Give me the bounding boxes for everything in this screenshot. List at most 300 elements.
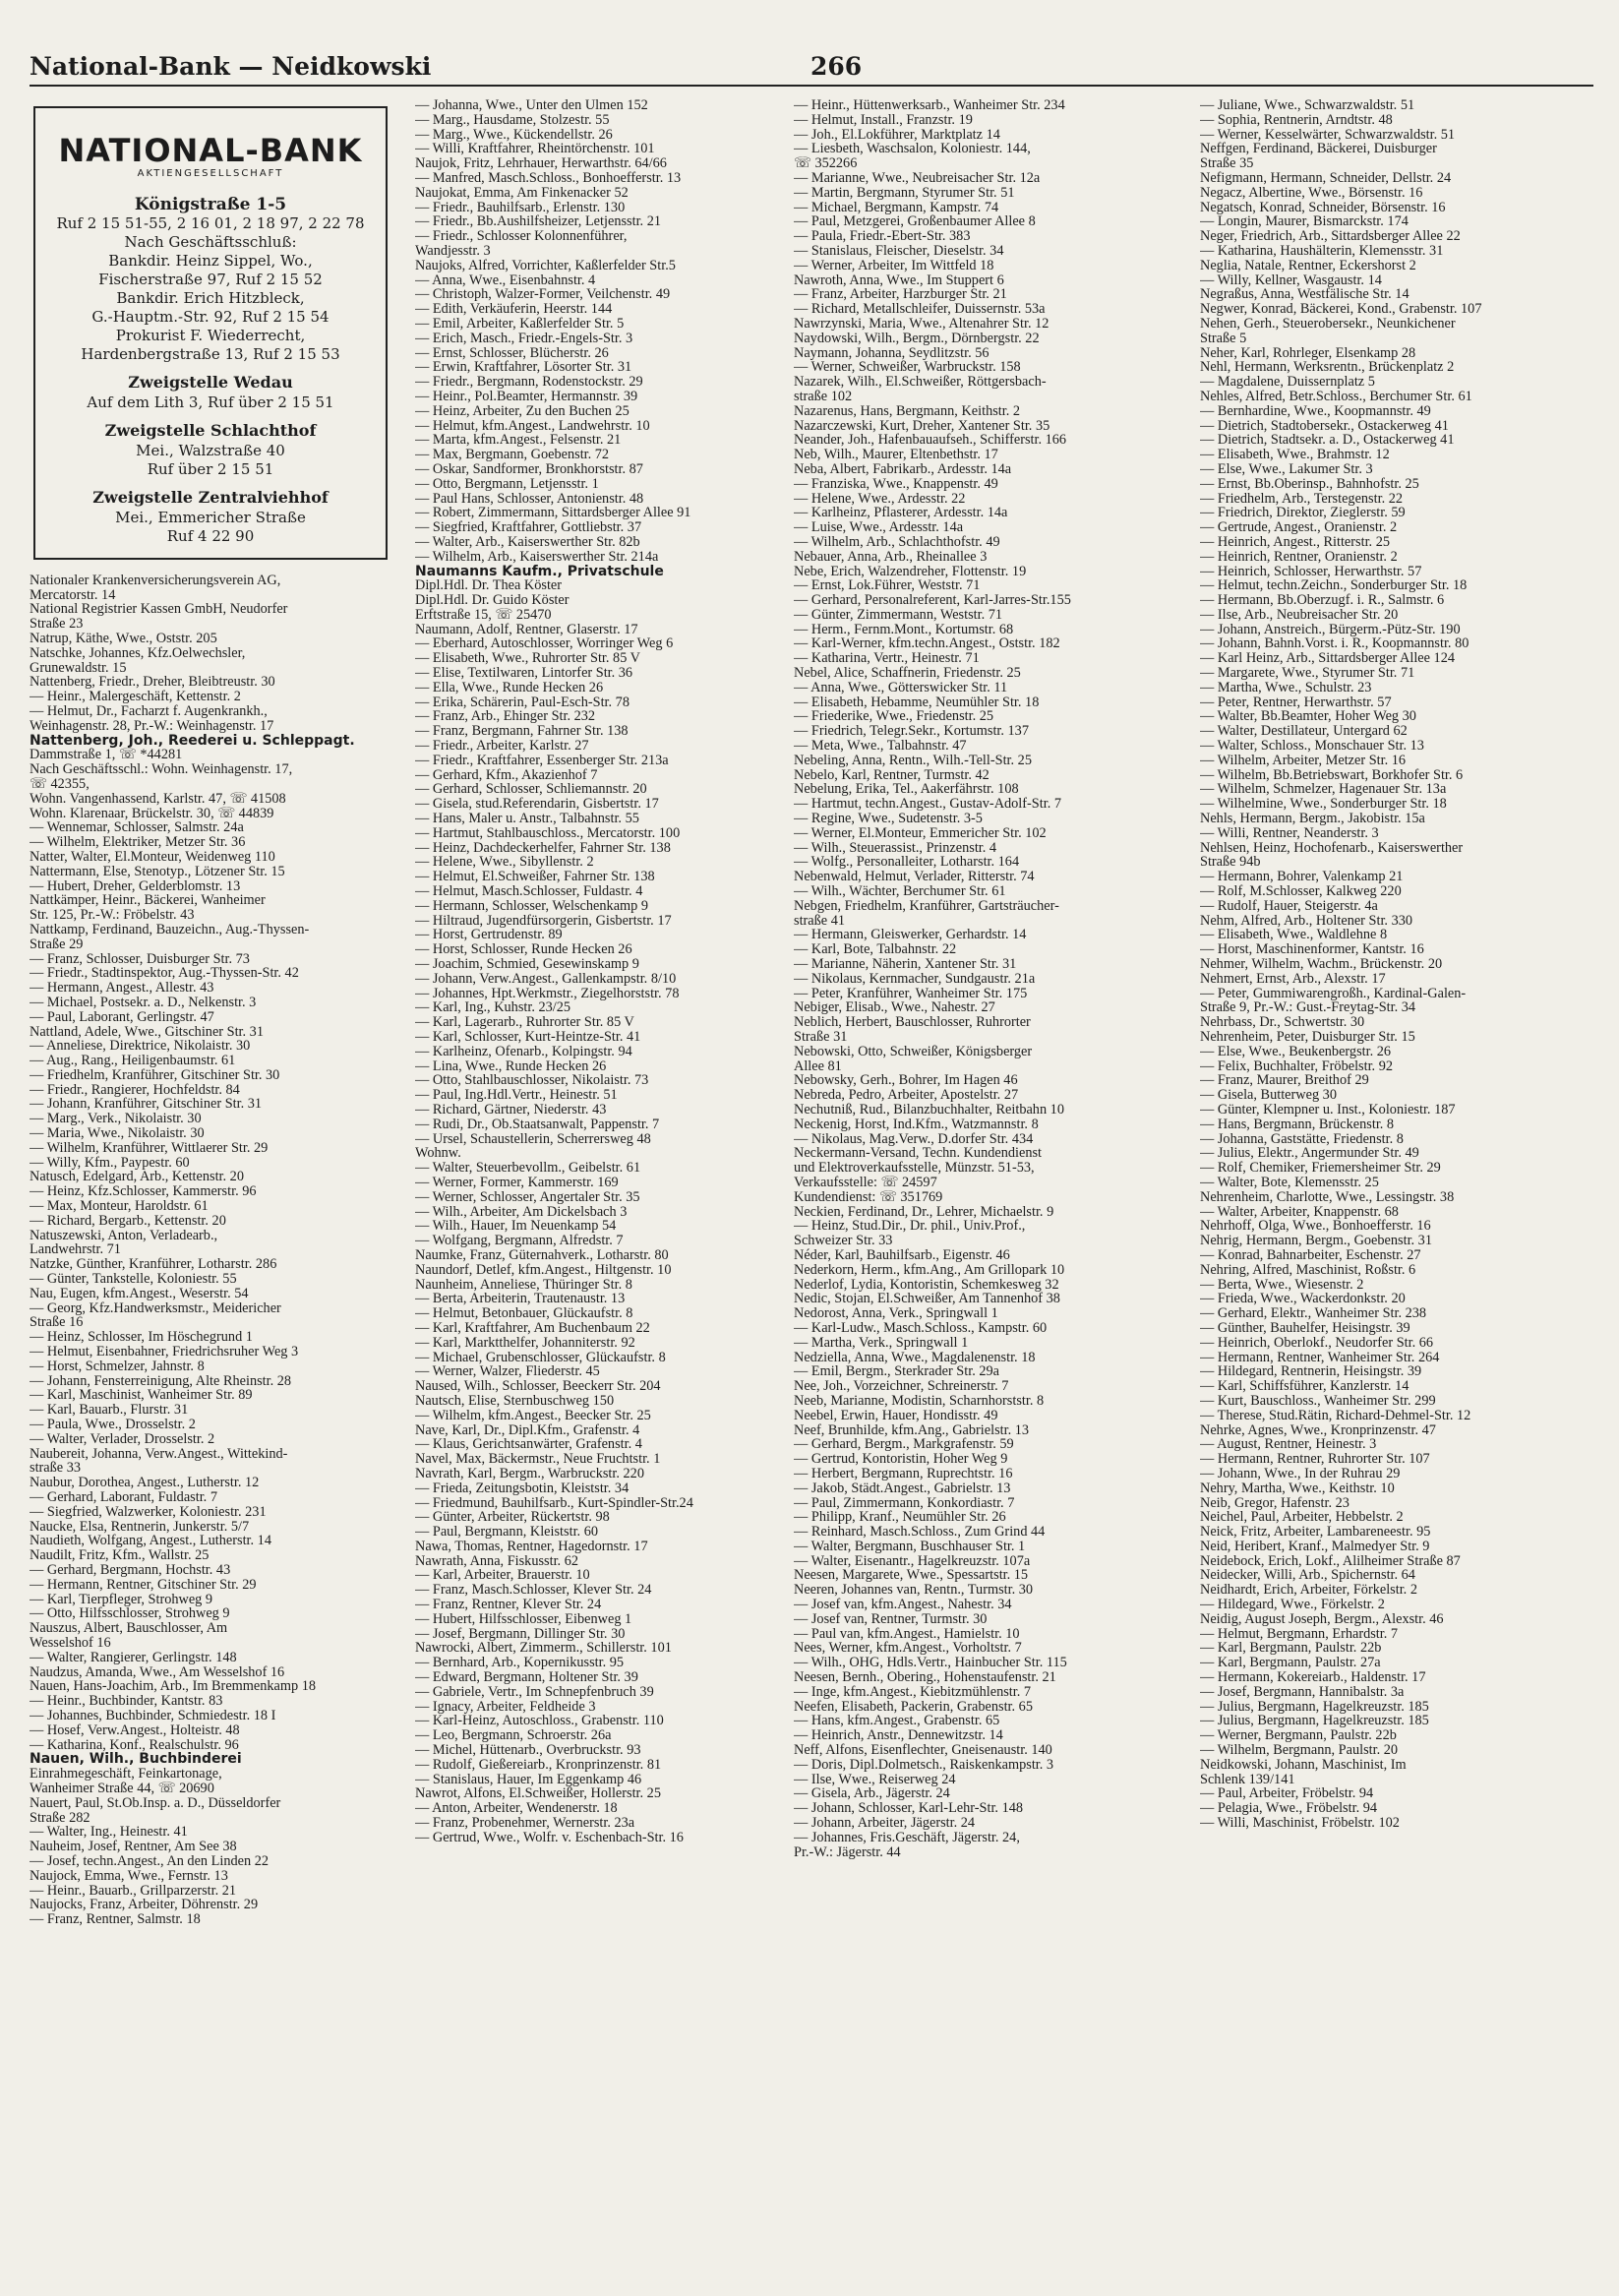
- directory-entry: — Ignacy, Arbeiter, Feldheide 3: [415, 1699, 596, 1715]
- directory-entry: — Else, Wwe., Beukenbergstr. 26: [1200, 1044, 1392, 1059]
- directory-entry: Nehmert, Ernst, Arb., Alexstr. 17: [1200, 971, 1386, 987]
- directory-entry: Neebel, Erwin, Hauer, Hondisstr. 49: [794, 1408, 998, 1423]
- directory-entry: Naudieth, Wolfgang, Angest., Lutherstr. 14: [30, 1534, 271, 1549]
- directory-entry: straße 102: [794, 389, 853, 404]
- directory-entry: — Heinr., Bauarb., Grillparzerstr. 21: [30, 1883, 237, 1899]
- directory-entry: — Gerhard, Elektr., Wanheimer Str. 238: [1200, 1306, 1427, 1321]
- directory-entry: — Willi, Maschinist, Fröbelstr. 102: [1200, 1816, 1400, 1831]
- directory-entry: Nazarek, Wilh., El.Schweißer, Röttgersbach-: [794, 375, 1047, 390]
- directory-entry: — Helmut, El.Schweißer, Fahrner Str. 138: [415, 870, 655, 885]
- directory-entry: — Elisabeth, Hebamme, Neumühler Str. 18: [794, 695, 1040, 710]
- directory-entry: Nebowsky, Gerh., Bohrer, Im Hagen 46: [794, 1073, 1018, 1089]
- ad-branch-2-phone: Ruf über 2 15 51: [147, 459, 274, 478]
- directory-entry: Nehrenheim, Charlotte, Wwe., Lessingstr. 38: [1200, 1189, 1455, 1205]
- directory-entry: Neidebock, Erich, Lokf., Alilheimer Straße 87: [1200, 1553, 1461, 1569]
- directory-entry: — Konrad, Bahnarbeiter, Eschenstr. 27: [1200, 1247, 1421, 1263]
- directory-entry: — Hans, Bergmann, Brückenstr. 8: [1200, 1117, 1395, 1132]
- directory-entry: — Richard, Gärtner, Niederstr. 43: [415, 1102, 607, 1118]
- directory-entry: Straße 29: [30, 937, 84, 952]
- directory-entry: — Franz, Masch.Schlosser, Klever Str. 24: [415, 1583, 652, 1599]
- directory-entry: Neckenig, Horst, Ind.Kfm., Watzmannstr. 8: [794, 1117, 1039, 1132]
- directory-entry: Nattenberg, Joh., Reederei u. Schleppagt.: [30, 733, 355, 749]
- directory-entry: — Josef van, kfm.Angest., Nahestr. 34: [794, 1598, 1012, 1612]
- directory-entry: — Franz, Rentner, Salmstr. 18: [30, 1912, 201, 1927]
- directory-entry: — Berta, Wwe., Wiesenstr. 2: [1200, 1277, 1364, 1293]
- directory-entry: — Paula, Friedr.-Ebert-Str. 383: [794, 229, 971, 244]
- directory-entry: Neff, Alfons, Eisenflechter, Gneisenaustr. 140: [794, 1743, 1052, 1758]
- directory-entry: — Gisela, stud.Referendarin, Gisbertstr. 17: [415, 797, 659, 813]
- directory-entry: Nechutniß, Rud., Bilanzbuchhalter, Reitbahn 10: [794, 1102, 1064, 1118]
- directory-entry: — Marta, kfm.Angest., Felsenstr. 21: [415, 433, 622, 449]
- directory-entry: — Julius, Elektr., Angermunder Str. 49: [1200, 1146, 1419, 1162]
- directory-entry: — Hermann, Kokereiarb., Haldenstr. 17: [1200, 1670, 1426, 1685]
- directory-entry: Nehmer, Wilhelm, Wachm., Brückenstr. 20: [1200, 957, 1443, 972]
- directory-entry: — Josef, techn.Angest., An den Linden 22: [30, 1853, 270, 1869]
- directory-entry: — Lina, Wwe., Runde Hecken 26: [415, 1058, 607, 1074]
- directory-entry: — Helene, Wwe., Ardesstr. 22: [794, 491, 966, 507]
- directory-entry: Neckien, Ferdinand, Dr., Lehrer, Michaelstr. 9: [794, 1204, 1054, 1220]
- directory-entry: Nauen, Hans-Joachim, Arb., Im Bremmenkamp 18: [30, 1679, 317, 1695]
- directory-entry: — Hermann, Angest., Allestr. 43: [30, 981, 214, 996]
- directory-entry: — Wilhelmine, Wwe., Sonderburger Str. 18: [1200, 797, 1447, 813]
- directory-entry: — Werner, Former, Kammerstr. 169: [415, 1175, 619, 1190]
- directory-entry: — Jakob, Städt.Angest., Gabrielstr. 13: [794, 1480, 1011, 1496]
- directory-entry: — Hermann, Rentner, Wanheimer Str. 264: [1200, 1350, 1440, 1365]
- directory-entry: — Werner, Arbeiter, Im Wittfeld 18: [794, 258, 994, 273]
- directory-entry: — Frieda, Zeitungsbotin, Kleiststr. 34: [415, 1480, 630, 1496]
- national-bank-advertisement: [33, 106, 388, 560]
- directory-entry: Wanheimer Straße 44, ☏ 20690: [30, 1781, 214, 1796]
- directory-entry: — Walter, Arb., Kaiserswerther Str. 82b: [415, 534, 640, 550]
- directory-entry: — Walter, Bote, Klemensstr. 25: [1200, 1175, 1379, 1190]
- directory-entry: — Rudolf, Gießereiarb., Kronprinzenstr. 81: [415, 1757, 662, 1773]
- directory-entry: — Magdalene, Duissernplatz 5: [1200, 375, 1375, 390]
- directory-entry: — Wennemar, Schlosser, Salmstr. 24a: [30, 820, 244, 836]
- running-title: National-Bank — Neidkowski: [30, 52, 432, 81]
- directory-entry: Naundorf, Detlef, kfm.Angest., Hiltgenstr. 10: [415, 1262, 672, 1278]
- directory-entry: Naudilt, Fritz, Kfm., Wallstr. 25: [30, 1548, 210, 1563]
- directory-entry: — Stanislaus, Hauer, Im Eggenkamp 46: [415, 1772, 642, 1787]
- directory-entry: — Friedrich, Direktor, Zieglerstr. 59: [1200, 506, 1406, 521]
- directory-entry: Nautsch, Elise, Sternbuschweg 150: [415, 1393, 615, 1409]
- directory-entry: — Meta, Wwe., Talbahnstr. 47: [794, 739, 967, 754]
- directory-entry: — Marianne, Näherin, Xantener Str. 31: [794, 957, 1017, 972]
- directory-entry: Nehm, Alfred, Arb., Holtener Str. 330: [1200, 913, 1413, 929]
- directory-entry: — Erwin, Kraftfahrer, Lösorter Str. 31: [415, 360, 632, 376]
- directory-entry: — Josef, Bergmann, Hannibalstr. 3a: [1200, 1684, 1405, 1700]
- directory-entry: Neba, Albert, Fabrikarb., Ardesstr. 14a: [794, 461, 1012, 477]
- directory-entry: — Karl, Marktthelfer, Johanniterstr. 92: [415, 1335, 635, 1351]
- directory-entry: Nazarczewski, Kurt, Dreher, Xantener Str. 35: [794, 418, 1050, 434]
- directory-entry: — Wilhelm, Bb.Betriebswart, Borkhofer Str. 6: [1200, 767, 1464, 783]
- directory-entry: — Wilhelm, Arbeiter, Metzer Str. 16: [1200, 753, 1407, 768]
- directory-entry: — Franz, Probenehmer, Wernerstr. 23a: [415, 1816, 635, 1831]
- directory-entry: — Werner, Schlosser, Angertaler Str. 35: [415, 1189, 640, 1205]
- directory-entry: — Gertrude, Angest., Oranienstr. 2: [1200, 520, 1398, 535]
- directory-entry: Nebgen, Friedhelm, Kranführer, Gartsträucher-: [794, 898, 1059, 914]
- directory-entry: Nawrocki, Albert, Zimmerm., Schillerstr. 101: [415, 1641, 672, 1657]
- directory-entry: Negraßus, Anna, Westfälische Str. 14: [1200, 287, 1409, 303]
- directory-entry: — Hermann, Rentner, Gitschiner Str. 29: [30, 1577, 257, 1593]
- directory-entry: — Kurt, Bauschloss., Wanheimer Str. 299: [1200, 1393, 1436, 1409]
- directory-entry: — Gerhard, Laborant, Fuldastr. 7: [30, 1490, 217, 1505]
- directory-entry: — Ursel, Schaustellerin, Scherrersweg 48: [415, 1131, 651, 1147]
- directory-entry: Straße 35: [1200, 156, 1254, 171]
- directory-entry: — Heinz, Dachdeckerhelfer, Fahrner Str. 138: [415, 840, 671, 856]
- directory-entry: — Edith, Verkäuferin, Heerstr. 144: [415, 302, 613, 317]
- directory-entry: — Marg., Hausdame, Stolzestr. 55: [415, 112, 610, 128]
- directory-entry: — Rolf, M.Schlosser, Kalkweg 220: [1200, 884, 1402, 899]
- directory-entry: — Katharina, Haushälterin, Klemensstr. 31: [1200, 243, 1444, 259]
- directory-entry: — Johanna, Gaststätte, Friedenstr. 8: [1200, 1131, 1404, 1147]
- directory-entry: Natuszewski, Anton, Verladearb.,: [30, 1228, 218, 1243]
- directory-entry: — Paula, Wwe., Drosselstr. 2: [30, 1418, 196, 1432]
- directory-entry: Nebowski, Otto, Schweißer, Königsberger: [794, 1044, 1033, 1059]
- directory-entry: Neick, Fritz, Arbeiter, Lambareneestr. 95: [1200, 1525, 1431, 1540]
- directory-entry: — Wilhelm, Schmelzer, Hagenauer Str. 13a: [1200, 782, 1447, 798]
- directory-entry: — Michael, Bergmann, Kampstr. 74: [794, 200, 999, 215]
- directory-entry: Nebreda, Pedro, Arbeiter, Apostelstr. 27: [794, 1088, 1019, 1103]
- directory-entry: — Paul Hans, Schlosser, Antonienstr. 48: [415, 491, 644, 507]
- directory-entry: — Hermann, Rentner, Ruhrorter Str. 107: [1200, 1452, 1430, 1467]
- directory-entry: — Joh., El.Lokführer, Marktplatz 14: [794, 127, 1000, 143]
- directory-entry: Naujoks, Alfred, Vorrichter, Kaßlerfelder Str.5: [415, 258, 676, 273]
- directory-entry: — Wilhelm, Kranführer, Wittlaerer Str. 29: [30, 1140, 269, 1156]
- ad-branch-2-heading: Zweigstelle Schlachthof: [104, 420, 317, 440]
- directory-entry: Nattkamp, Ferdinand, Bauzeichn., Aug.-Thyssen-: [30, 922, 310, 937]
- directory-entry: — Heinrich, Schlosser, Herwarthstr. 57: [1200, 564, 1422, 579]
- directory-entry: Nauen, Wilh., Buchbinderei: [30, 1752, 242, 1768]
- directory-entry: — Hans, kfm.Angest., Grabenstr. 65: [794, 1714, 1000, 1729]
- directory-entry: — Marg., Wwe., Kückendellstr. 26: [415, 127, 613, 143]
- ad-prokurist: Prokurist F. Wiederrecht,: [115, 326, 306, 344]
- directory-entry: — Elisabeth, Wwe., Brahmstr. 12: [1200, 448, 1390, 462]
- directory-entry: — Frieda, Wwe., Wackerdonkstr. 20: [1200, 1292, 1406, 1307]
- directory-entry: — Hiltraud, Jugendfürsorgerin, Gisbertstr. 17: [415, 913, 672, 929]
- directory-entry: — Emil, Bergm., Sterkrader Str. 29a: [794, 1364, 999, 1380]
- directory-entry: — Margarete, Wwe., Styrumer Str. 71: [1200, 666, 1415, 681]
- directory-entry: — Werner, Bergmann, Paulstr. 22b: [1200, 1728, 1397, 1744]
- directory-entry: — Friedmund, Bauhilfsarb., Kurt-Spindler-Str.24: [415, 1495, 693, 1511]
- directory-entry: Nehrenheim, Peter, Duisburger Str. 15: [1200, 1030, 1415, 1045]
- ad-branch-1: Auf dem Lith 3, Ruf über 2 15 51: [87, 393, 334, 411]
- directory-entry: — Elise, Textilwaren, Lintorfer Str. 36: [415, 666, 633, 681]
- directory-entry: Neander, Joh., Hafenbauaufseh., Schifferstr. 166: [794, 433, 1067, 449]
- directory-entry: — Erich, Masch., Friedr.-Engels-Str. 3: [415, 331, 633, 346]
- directory-entry: Neib, Gregor, Hafenstr. 23: [1200, 1495, 1349, 1511]
- directory-entry: — Paul, Laborant, Gerlingstr. 47: [30, 1009, 214, 1025]
- directory-entry: — Hans, Maler u. Anstr., Talbahnstr. 55: [415, 812, 639, 826]
- directory-entry: — Franz, Rentner, Klever Str. 24: [415, 1598, 602, 1612]
- directory-entry: — Friedr., Schlosser Kolonnenführer,: [415, 229, 628, 244]
- ad-director-1: Bankdir. Heinz Sippel, Wo.,: [108, 251, 313, 270]
- directory-entry: Neidhardt, Erich, Arbeiter, Förkelstr. 2: [1200, 1583, 1417, 1599]
- directory-entry: — Heinrich, Rentner, Oranienstr. 2: [1200, 549, 1398, 565]
- directory-entry: ☏ 42355,: [30, 776, 90, 792]
- directory-entry: — Luise, Wwe., Ardesstr. 14a: [794, 520, 964, 535]
- directory-entry: Nedorost, Anna, Verk., Springwall 1: [794, 1306, 998, 1321]
- ad-branch-3-phone: Ruf 4 22 90: [166, 526, 255, 545]
- directory-entry: Neglia, Natale, Rentner, Eckershorst 2: [1200, 258, 1416, 273]
- directory-entry: — Helmut, Masch.Schlosser, Fuldastr. 4: [415, 884, 643, 899]
- directory-entry: — Werner, Kesselwärter, Schwarzwaldstr. 51: [1200, 127, 1456, 143]
- directory-entry: — Franz, Maurer, Breithof 29: [1200, 1073, 1369, 1089]
- directory-entry: Wohn. Klarenaar, Brückelstr. 30, ☏ 44839: [30, 806, 274, 821]
- directory-entry: — Johann, Anstreich., Bürgerm.-Pütz-Str. 190: [1200, 622, 1461, 637]
- directory-entry: Neef, Brunhilde, kfm.Ang., Gabrielstr. 13: [794, 1422, 1030, 1438]
- directory-entry: — Anneliese, Direktrice, Nikolaistr. 30: [30, 1039, 251, 1055]
- directory-entry: Straße 23: [30, 617, 84, 632]
- directory-entry: — Erika, Schärerin, Paul-Esch-Str. 78: [415, 695, 630, 710]
- directory-entry: Straße 16: [30, 1315, 84, 1331]
- directory-entry: — Walter, Bb.Beamter, Hoher Weg 30: [1200, 709, 1416, 725]
- directory-entry: — Berta, Arbeiterin, Trautenaustr. 13: [415, 1292, 626, 1307]
- directory-entry: — Inge, kfm.Angest., Kiebitzmühlenstr. 7: [794, 1684, 1032, 1700]
- directory-entry: — Gerhard, Kfm., Akazienhof 7: [415, 767, 598, 783]
- directory-entry: — Ernst, Lok.Führer, Weststr. 71: [794, 578, 981, 594]
- directory-entry: — August, Rentner, Heinestr. 3: [1200, 1437, 1377, 1453]
- directory-entry: — Gertrud, Wwe., Wolfr. v. Eschenbach-Str. 16: [415, 1830, 684, 1845]
- directory-entry: — Willi, Rentner, Neanderstr. 3: [1200, 825, 1379, 841]
- directory-entry: Nehen, Gerh., Steuerobersekr., Neunkichener: [1200, 316, 1456, 332]
- directory-entry: Nebenwald, Helmut, Verlader, Ritterstr. 74: [794, 870, 1035, 885]
- directory-entry: — Wolfgang, Bergmann, Alfredstr. 7: [415, 1234, 624, 1248]
- directory-entry: — Horst, Schmelzer, Jahnstr. 8: [30, 1359, 205, 1374]
- directory-entry: — Helene, Wwe., Sibyllenstr. 2: [415, 855, 594, 871]
- directory-entry: Nawa, Thomas, Rentner, Hagedornstr. 17: [415, 1539, 648, 1554]
- directory-entry: — Anton, Arbeiter, Wendenerstr. 18: [415, 1801, 618, 1817]
- directory-entry: — Hermann, Bohrer, Valenkamp 21: [1200, 870, 1404, 885]
- directory-entry: — Nikolaus, Mag.Verw., D.dorfer Str. 434: [794, 1131, 1034, 1147]
- directory-entry: Naubur, Dorothea, Angest., Lutherstr. 12: [30, 1476, 260, 1490]
- directory-entry: Naujocks, Franz, Arbeiter, Döhrenstr. 29: [30, 1898, 259, 1913]
- directory-entry: Nau, Eugen, kfm.Angest., Weserstr. 54: [30, 1286, 249, 1301]
- directory-entry: Naujok, Fritz, Lehrhauer, Herwarthstr. 64/66: [415, 156, 667, 171]
- directory-entry: — Günther, Bauhelfer, Heisingstr. 39: [1200, 1320, 1410, 1336]
- directory-entry: — Hildegard, Rentnerin, Heisingstr. 39: [1200, 1364, 1422, 1380]
- directory-entry: — Walter, Verlader, Drosselstr. 2: [30, 1431, 215, 1447]
- directory-entry: Nebelo, Karl, Rentner, Turmstr. 42: [794, 767, 989, 783]
- directory-entry: Nebelung, Erika, Tel., Aakerfährstr. 108: [794, 782, 1019, 798]
- directory-entry: Neeren, Johannes van, Rentn., Turmstr. 30: [794, 1583, 1034, 1599]
- directory-entry: Nehrke, Agnes, Wwe., Kronprinzenstr. 47: [1200, 1422, 1436, 1438]
- directory-entry: — Wolfg., Personalleiter, Lotharstr. 164: [794, 855, 1020, 871]
- directory-entry: Neb, Wilh., Maurer, Eltenbethstr. 17: [794, 448, 998, 462]
- directory-entry: — Herm., Fernm.Mont., Kortumstr. 68: [794, 622, 1014, 637]
- ad-director-2: Bankdir. Erich Hitzbleck,: [116, 288, 305, 307]
- directory-entry: — Michael, Postsekr. a. D., Nelkenstr. 3: [30, 995, 257, 1010]
- directory-entry: Nebel, Alice, Schaffnerin, Friedenstr. 25: [794, 666, 1021, 681]
- directory-entry: — Johann, Bahnh.Vorst. i. R., Koopmannstr. 80: [1200, 636, 1469, 652]
- column-2-entries: [415, 98, 789, 1845]
- directory-entry: Nehl, Hermann, Werksrentn., Brückenplatz 2: [1200, 360, 1455, 376]
- directory-entry: Nebauer, Anna, Arb., Rheinallee 3: [794, 549, 988, 565]
- directory-entry: Nebiger, Elisab., Wwe., Nahestr. 27: [794, 1000, 995, 1016]
- directory-entry: — Horst, Maschinenformer, Kantstr. 16: [1200, 942, 1424, 958]
- directory-entry: — Anna, Wwe., Eisenbahnstr. 4: [415, 272, 596, 288]
- directory-entry: Neidkowski, Johann, Maschinist, Im: [1200, 1757, 1407, 1773]
- directory-entry: Nebeling, Anna, Rentn., Wilh.-Tell-Str. 25: [794, 753, 1032, 768]
- directory-entry: Straße 282: [30, 1810, 90, 1826]
- directory-entry: Weinhagenstr. 28, Pr.-W.: Weinhagenstr. 17: [30, 718, 274, 734]
- directory-entry: — Karl, Maschinist, Wanheimer Str. 89: [30, 1388, 253, 1404]
- directory-entry: National Registrier Kassen GmbH, Neudorfer: [30, 602, 288, 618]
- directory-entry: — Michael, Grubenschlosser, Glückaufstr. 8: [415, 1350, 666, 1365]
- directory-entry: — Johann, Arbeiter, Jägerstr. 24: [794, 1816, 976, 1831]
- directory-entry: Nawrot, Alfons, El.Schweißer, Hollerstr. 25: [415, 1786, 661, 1802]
- directory-entry: — Ilse, Arb., Neubreisacher Str. 20: [1200, 607, 1399, 623]
- directory-entry: — Paul van, kfm.Angest., Hamielstr. 10: [794, 1626, 1020, 1642]
- directory-entry: — Karl, Ing., Kuhstr. 23/25: [415, 1000, 571, 1016]
- directory-entry: Nehrhoff, Olga, Wwe., Bonhoefferstr. 16: [1200, 1219, 1431, 1235]
- directory-entry: — Friederike, Wwe., Friedenstr. 25: [794, 709, 994, 725]
- directory-entry: — Walter, Destillateur, Untergard 62: [1200, 724, 1408, 740]
- directory-entry: — Wilhelm, kfm.Angest., Beecker Str. 25: [415, 1408, 651, 1423]
- directory-entry: Naucke, Elsa, Rentnerin, Junkerstr. 5/7: [30, 1519, 250, 1535]
- directory-entry: — Wilhelm, Arb., Kaiserswerther Str. 214a: [415, 549, 659, 565]
- directory-entry: — Klaus, Gerichtsanwärter, Grafenstr. 4: [415, 1437, 642, 1453]
- ad-subtitle: AKTIENGESELLSCHAFT: [137, 168, 284, 179]
- directory-entry: — Peter, Gummiwarengroßh., Kardinal-Galen-: [1200, 986, 1467, 1001]
- directory-entry: — Hubert, Hilfsschlosser, Eibenweg 1: [415, 1611, 632, 1627]
- directory-entry: — Gerhard, Bergmann, Hochstr. 43: [30, 1562, 231, 1578]
- directory-entry: ☏ 352266: [794, 156, 858, 171]
- directory-entry: Nattermann, Else, Stenotyp., Lötzener Str. 15: [30, 864, 285, 879]
- directory-entry: — Otto, Hilfsschlosser, Strohweg 9: [30, 1606, 230, 1622]
- directory-entry: — Joachim, Schmied, Gesewinskamp 9: [415, 957, 639, 972]
- directory-entry: — Hartmut, Stahlbauschloss., Mercatorstr. 100: [415, 825, 681, 841]
- directory-entry: — Hildegard, Wwe., Förkelstr. 2: [1200, 1598, 1385, 1612]
- directory-entry: — Karl, Bergmann, Paulstr. 22b: [1200, 1641, 1382, 1657]
- directory-entry: — Johann, Wwe., In der Ruhrau 29: [1200, 1466, 1401, 1481]
- directory-entry: — Willi, Kraftfahrer, Rheintörchenstr. 101: [415, 142, 655, 157]
- directory-entry: — Emil, Arbeiter, Kaßlerfelder Str. 5: [415, 316, 625, 332]
- directory-entry: Negacz, Albertine, Wwe., Börsenstr. 16: [1200, 185, 1423, 201]
- directory-entry: — Karl-Werner, kfm.techn.Angest., Oststr. 182: [794, 636, 1060, 652]
- directory-entry: — Helmut, Eisenbahner, Friedrichsruher Weg 3: [30, 1345, 299, 1359]
- directory-entry: — Wilh., Wächter, Berchumer Str. 61: [794, 884, 1006, 899]
- directory-entry: Neckermann-Versand, Techn. Kundendienst: [794, 1146, 1043, 1162]
- directory-entry: — Juliane, Wwe., Schwarzwaldstr. 51: [1200, 98, 1415, 113]
- directory-entry: Nederkorn, Herm., kfm.Ang., Am Grillopark 10: [794, 1262, 1065, 1278]
- directory-entry: — Liesbeth, Waschsalon, Koloniestr. 144,: [794, 142, 1031, 157]
- directory-entry: — Bernhardine, Wwe., Koopmannstr. 49: [1200, 403, 1431, 419]
- directory-entry: Nawrzynski, Maria, Wwe., Altenahrer Str. 12: [794, 316, 1049, 332]
- directory-entry: — Horst, Gertrudenstr. 89: [415, 928, 563, 943]
- directory-entry: — Gisela, Butterweg 30: [1200, 1088, 1337, 1103]
- directory-entry: Nawrath, Anna, Fiskusstr. 62: [415, 1553, 578, 1569]
- directory-entry: Neidig, August Joseph, Bergm., Alexstr. 46: [1200, 1611, 1444, 1627]
- directory-entry: Naudzus, Amanda, Wwe., Am Wesselshof 16: [30, 1664, 285, 1680]
- directory-entry: Nauert, Paul, St.Ob.Insp. a. D., Düsseldorfer: [30, 1795, 281, 1811]
- directory-entry: Nehrig, Hermann, Bergm., Goebenstr. 31: [1200, 1234, 1432, 1248]
- directory-entry: Straße 5: [1200, 331, 1247, 346]
- page-header: [30, 49, 1593, 87]
- directory-entry: — Otto, Stahlbauschlosser, Nikolaistr. 73: [415, 1073, 649, 1089]
- directory-entry: — Johann, Fensterreinigung, Alte Rheinstr. 28: [30, 1373, 292, 1389]
- directory-entry: straße 33: [30, 1461, 82, 1477]
- directory-entry: — Heinrich, Anstr., Dennewitzstr. 14: [794, 1728, 1003, 1744]
- directory-entry: — Walter, Schloss., Monschauer Str. 13: [1200, 739, 1424, 754]
- directory-entry: Nattland, Adele, Wwe., Gitschiner Str. 31: [30, 1024, 264, 1040]
- directory-entry: — Nikolaus, Kernmacher, Sundgaustr. 21a: [794, 971, 1036, 987]
- directory-entry: — Ella, Wwe., Runde Hecken 26: [415, 680, 604, 695]
- directory-entry: — Günter, Klempner u. Inst., Koloniestr. 187: [1200, 1102, 1456, 1118]
- directory-entry: — Bernhard, Arb., Kopernikusstr. 95: [415, 1656, 625, 1671]
- ad-branch-3-heading: Zweigstelle Zentralviehhof: [92, 487, 329, 507]
- directory-entry: — Peter, Rentner, Herwarthstr. 57: [1200, 695, 1392, 710]
- directory-entry: — Ernst, Schlosser, Blücherstr. 26: [415, 345, 609, 361]
- directory-entry: Nauszus, Albert, Bauschlosser, Am: [30, 1621, 228, 1636]
- directory-entry: — Helmut, techn.Zeichn., Sonderburger Str. 18: [1200, 578, 1468, 594]
- directory-entry: — Friedr., Arbeiter, Karlstr. 27: [415, 739, 589, 754]
- directory-entry: — Katharina, Konf., Realschulstr. 96: [30, 1737, 239, 1753]
- directory-entry: Str. 125, Pr.-W.: Fröbelstr. 43: [30, 908, 195, 923]
- directory-entry: — Willy, Kfm., Paypestr. 60: [30, 1155, 190, 1171]
- directory-entry: Nehlsen, Heinz, Hochofenarb., Kaiserswerther: [1200, 840, 1464, 856]
- directory-entry: — Karlheinz, Ofenarb., Kolpingstr. 94: [415, 1044, 632, 1059]
- directory-entry: — Karl, Schiffsführer, Kanzlerstr. 14: [1200, 1379, 1409, 1394]
- ad-closing: Nach Geschäftsschluß:: [124, 232, 297, 251]
- directory-entry: — Aug., Rang., Heiligenbaumstr. 61: [30, 1054, 236, 1068]
- directory-entry: — Friedr., Bauhilfsarb., Erlenstr. 130: [415, 200, 626, 215]
- directory-entry: — Rolf, Chemiker, Friemersheimer Str. 29: [1200, 1161, 1441, 1176]
- directory-entry: — Julius, Bergmann, Hagelkreuzstr. 185: [1200, 1699, 1429, 1715]
- directory-entry: Nehles, Alfred, Betr.Schloss., Berchumer Str. 61: [1200, 389, 1472, 404]
- directory-entry: Dipl.Hdl. Dr. Guido Köster: [415, 593, 570, 608]
- directory-entry: Nawroth, Anna, Wwe., Im Stuppert 6: [794, 272, 1004, 288]
- directory-entry: Straße 9, Pr.-W.: Gust.-Freytag-Str. 34: [1200, 1000, 1416, 1016]
- directory-entry: — Rudolf, Hauer, Steigerstr. 4a: [1200, 898, 1378, 914]
- directory-entry: — Julius, Bergmann, Hagelkreuzstr. 185: [1200, 1714, 1429, 1729]
- directory-entry: — Felix, Buchhalter, Fröbelstr. 92: [1200, 1058, 1393, 1074]
- directory-entry: — Heinz, Arbeiter, Zu den Buchen 25: [415, 403, 630, 419]
- directory-entry: — Franz, Arb., Ehinger Str. 232: [415, 709, 596, 725]
- directory-entry: — Walter, Eisenantr., Hagelkreuzstr. 107a: [794, 1553, 1031, 1569]
- directory-entry: Negwer, Konrad, Bäckerei, Kond., Grabenstr. 107: [1200, 302, 1482, 317]
- directory-entry: Natzke, Günther, Kranführer, Lotharstr. 286: [30, 1257, 277, 1273]
- directory-entry: — Wilhelm, Arb., Schlachthofstr. 49: [794, 534, 1000, 550]
- directory-entry: — Paul, Metzgerei, Großenbaumer Allee 8: [794, 214, 1036, 230]
- directory-entry: Wohn. Vangenhassend, Karlstr. 47, ☏ 41508: [30, 791, 286, 807]
- directory-entry: — Heinr., Malergeschäft, Kettenstr. 2: [30, 690, 241, 704]
- directory-entry: — Doris, Dipl.Dolmetsch., Raiskenkampstr. 3: [794, 1757, 1054, 1773]
- directory-entry: — Gisela, Arb., Jägerstr. 24: [794, 1786, 950, 1802]
- directory-entry: — Heinz, Schlosser, Im Höschegrund 1: [30, 1330, 253, 1346]
- directory-entry: — Marianne, Wwe., Neubreisacher Str. 12a: [794, 170, 1041, 186]
- directory-entry: — Walter, Rangierer, Gerlingstr. 148: [30, 1650, 237, 1665]
- directory-entry: — Franz, Schlosser, Duisburger Str. 73: [30, 951, 250, 967]
- directory-entry: — Martha, Verk., Springwall 1: [794, 1335, 969, 1351]
- directory-entry: — Christoph, Walzer-Former, Veilchenstr. 49: [415, 287, 671, 303]
- directory-entry: — Anna, Wwe., Götterswicker Str. 11: [794, 680, 1008, 695]
- directory-entry: — Eberhard, Autoschlosser, Worringer Weg 6: [415, 636, 674, 652]
- directory-entry: — Heinz, Kfz.Schlosser, Kammerstr. 96: [30, 1184, 257, 1200]
- directory-entry: — Martin, Bergmann, Styrumer Str. 51: [794, 185, 1015, 201]
- directory-entry: — Karl Heinz, Arb., Sittardsberger Allee 124: [1200, 651, 1456, 667]
- directory-entry: Nee, Joh., Vorzeichner, Schreinerstr. 7: [794, 1379, 1009, 1394]
- directory-entry: Wandjesstr. 3: [415, 243, 491, 259]
- directory-entry: Naumanns Kaufm., Privatschule: [415, 564, 664, 579]
- directory-entry: — Franz, Bergmann, Fahrner Str. 138: [415, 724, 629, 740]
- directory-entry: Neefen, Elisabeth, Packerin, Grabenstr. 65: [794, 1699, 1033, 1715]
- directory-entry: — Dietrich, Stadtsekr. a. D., Ostackerweg 41: [1200, 433, 1455, 449]
- directory-entry: — Karl, Arbeiter, Brauerstr. 10: [415, 1568, 590, 1584]
- directory-entry: — Pelagia, Wwe., Fröbelstr. 94: [1200, 1801, 1378, 1817]
- directory-entry: — Gerhard, Bergm., Markgrafenstr. 59: [794, 1437, 1014, 1453]
- directory-entry: — Manfred, Masch.Schloss., Bonhoefferstr. 13: [415, 170, 682, 186]
- directory-entry: Naunheim, Anneliese, Thüringer Str. 8: [415, 1277, 632, 1293]
